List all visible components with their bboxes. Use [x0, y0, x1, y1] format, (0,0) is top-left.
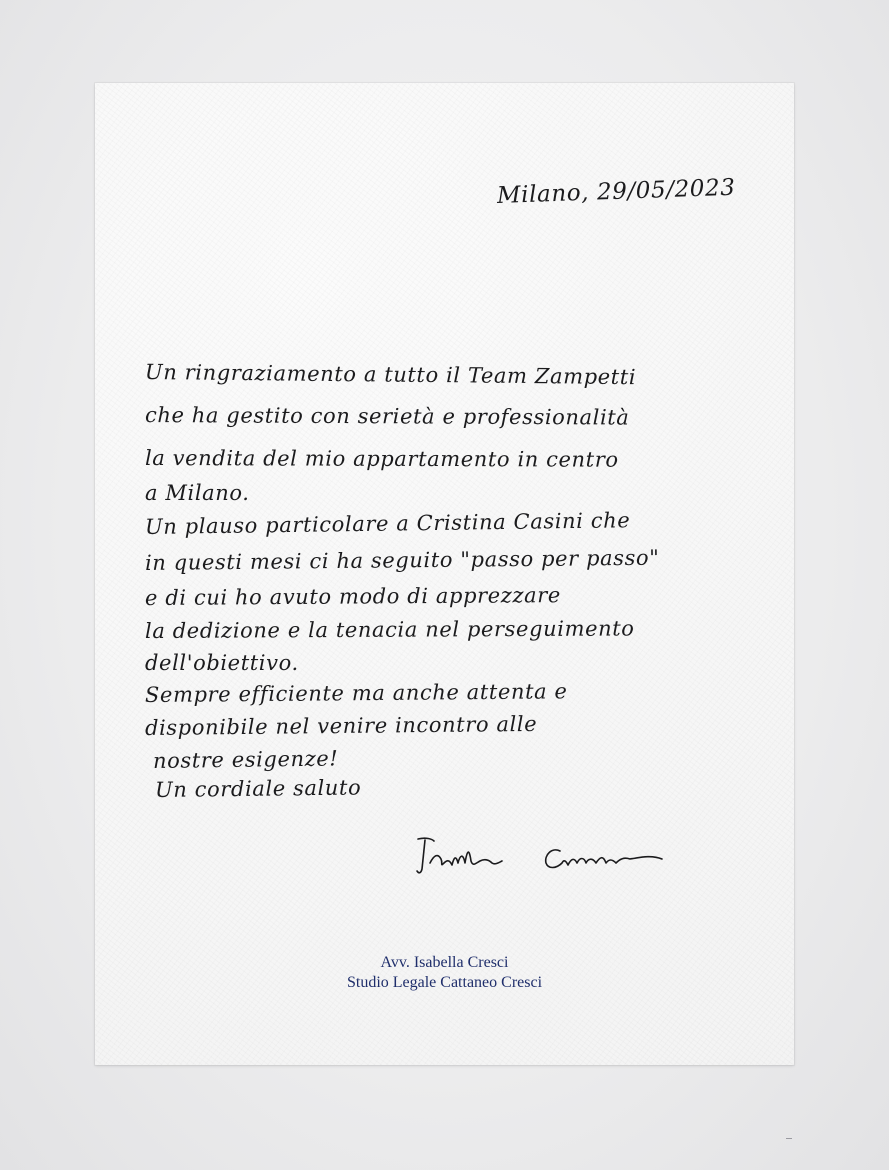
letter-line: e di cui ho avuto modo di apprezzare	[144, 583, 561, 610]
letter-line: a Milano.	[145, 481, 250, 505]
letter-line: nostre esigenze!	[152, 746, 339, 773]
letter-line: Un plauso particolare a Cristina Casini che	[144, 508, 631, 539]
footer-firm: Studio Legale Cattaneo Cresci	[346, 974, 543, 991]
signature-image	[410, 833, 670, 883]
letter-line: la dedizione e la tenacia nel perseguimento	[144, 616, 635, 643]
letter-line: che ha gestito con serietà e professionalità	[144, 403, 630, 430]
letter-sheet	[95, 83, 794, 1065]
letter-line: disponibile nel venire incontro alle	[144, 711, 538, 740]
letter-line: dell'obiettivo.	[145, 651, 299, 675]
letter-date: Milano, 29/05/2023	[496, 174, 736, 209]
footer-name: Avv. Isabella Cresci	[380, 954, 509, 971]
letter-line: Un cordiale saluto	[154, 775, 362, 802]
letter-line: la vendita del mio appartamento in centro	[144, 446, 619, 472]
letter-line: Sempre efficiente ma anche attenta e	[144, 679, 568, 707]
corner-mark	[786, 1138, 792, 1139]
letter-line: in questi mesi ci ha seguito "passo per passo"	[144, 545, 660, 575]
letter-line: Un ringraziamento a tutto il Team Zampetti	[144, 360, 637, 390]
